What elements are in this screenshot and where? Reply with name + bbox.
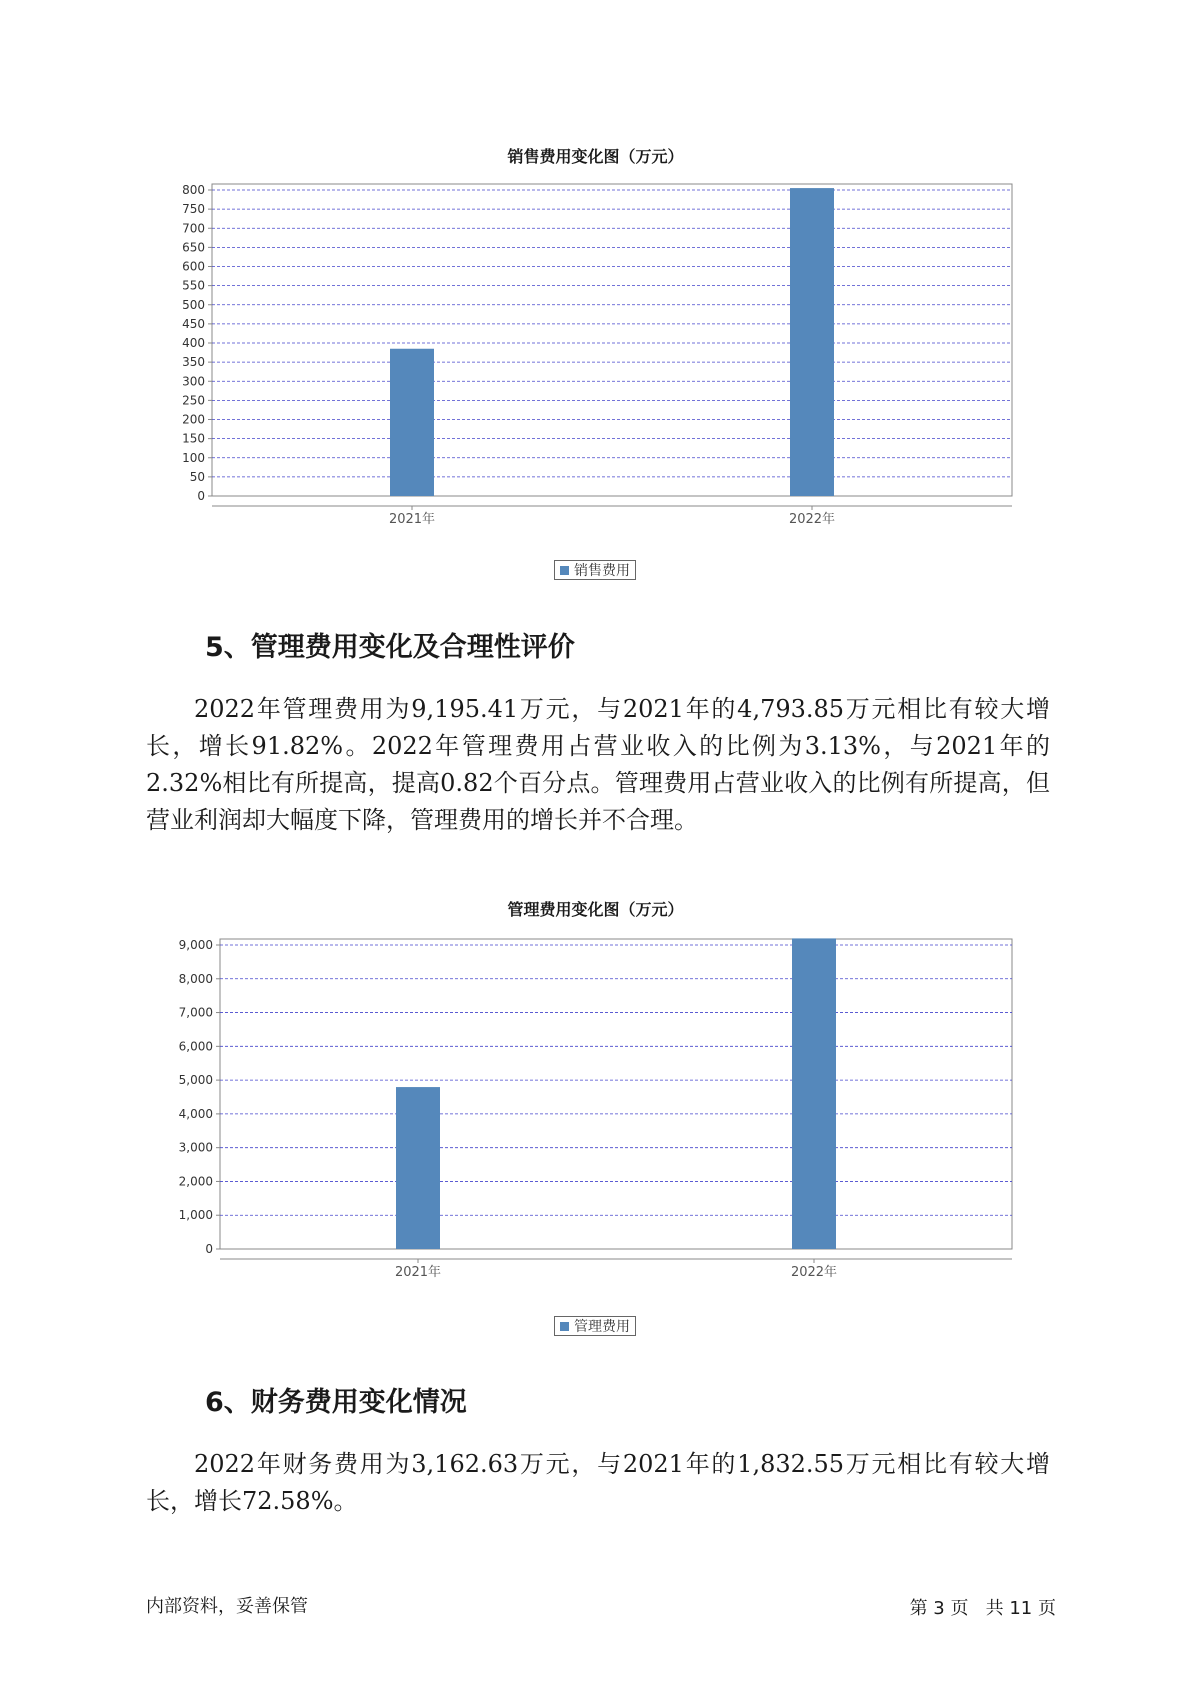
footer-page-number: 第 3 页 共 11 页 xyxy=(909,1598,1056,1619)
y-tick-label: 2,000 xyxy=(178,1174,213,1189)
chart-legend-sales-expense xyxy=(554,560,636,580)
paragraph-text: 2022年财务费用为3,162.63万元，与2021年的1,832.55万元相比有较大增长，增长72.58%。 xyxy=(146,1450,1050,1515)
y-tick-label: 5,000 xyxy=(178,1073,213,1088)
bar xyxy=(792,938,836,1249)
plot-area xyxy=(212,184,1012,496)
x-tick-label: 2022年 xyxy=(790,1265,838,1280)
sales-expense-chart xyxy=(150,170,1030,550)
y-tick-label: 550 xyxy=(182,278,205,293)
y-tick-label: 350 xyxy=(182,355,205,370)
y-tick-label: 800 xyxy=(182,183,205,197)
plot-area xyxy=(220,939,1012,1249)
y-tick-label: 7,000 xyxy=(178,1005,213,1020)
section-heading-6: 6、财务费用变化情况 xyxy=(205,1387,467,1418)
y-tick-label: 450 xyxy=(182,316,205,331)
admin-expense-chart xyxy=(150,925,1030,1305)
y-tick-label: 600 xyxy=(182,259,205,274)
y-tick-label: 1,000 xyxy=(178,1208,213,1223)
y-tick-label: 100 xyxy=(182,450,205,465)
y-tick-label: 250 xyxy=(182,393,205,408)
bar xyxy=(390,349,434,496)
chart-legend-admin-expense xyxy=(554,1316,636,1336)
x-tick-label: 2021年 xyxy=(394,1265,442,1280)
y-tick-label: 300 xyxy=(182,374,205,389)
x-tick-label: 2021年 xyxy=(388,512,436,527)
y-tick-label: 150 xyxy=(182,431,205,446)
x-tick-label: 2022年 xyxy=(788,512,836,527)
y-tick-label: 400 xyxy=(182,336,205,350)
y-tick-label: 9,000 xyxy=(178,938,213,952)
y-tick-label: 8,000 xyxy=(178,971,213,986)
footer-confidential: 内部资料，妥善保管 xyxy=(146,1596,308,1617)
y-tick-label: 3,000 xyxy=(178,1140,213,1155)
y-tick-label: 50 xyxy=(189,469,205,484)
section-paragraph-5 xyxy=(146,691,1050,839)
chart-title-sales-expense: 销售费用变化图（万元） xyxy=(507,147,684,166)
y-tick-label: 700 xyxy=(182,221,205,236)
chart-title-admin-expense: 管理费用变化图（万元） xyxy=(507,900,684,919)
paragraph-text: 2022年管理费用为9,195.41万元，与2021年的4,793.85万元相比有较大增长，增长91.82%。2022年管理费用占营业收入的比例为3.13%，与2021年的2.32%相比有所提高，提高0.82个百分点。管理费用占营业收入的比例有所提高，但营业利润却大幅度下降，管理费用的增长并不合理。 xyxy=(146,695,1050,834)
y-tick-label: 4,000 xyxy=(178,1106,213,1121)
section-paragraph-6 xyxy=(146,1446,1050,1520)
y-tick-label: 6,000 xyxy=(178,1039,213,1054)
y-tick-label: 0 xyxy=(205,1242,213,1256)
y-tick-label: 200 xyxy=(182,412,205,427)
y-tick-label: 650 xyxy=(182,240,205,255)
y-tick-label: 0 xyxy=(197,489,205,503)
bar xyxy=(790,188,834,496)
legend-swatch xyxy=(560,566,569,575)
legend-label: 销售费用 xyxy=(574,563,630,579)
legend-swatch xyxy=(560,1322,569,1331)
bar xyxy=(396,1087,440,1249)
section-heading-5: 5、管理费用变化及合理性评价 xyxy=(205,632,575,663)
legend-label: 管理费用 xyxy=(574,1319,630,1335)
y-tick-label: 750 xyxy=(182,202,205,217)
y-tick-label: 500 xyxy=(182,297,205,312)
